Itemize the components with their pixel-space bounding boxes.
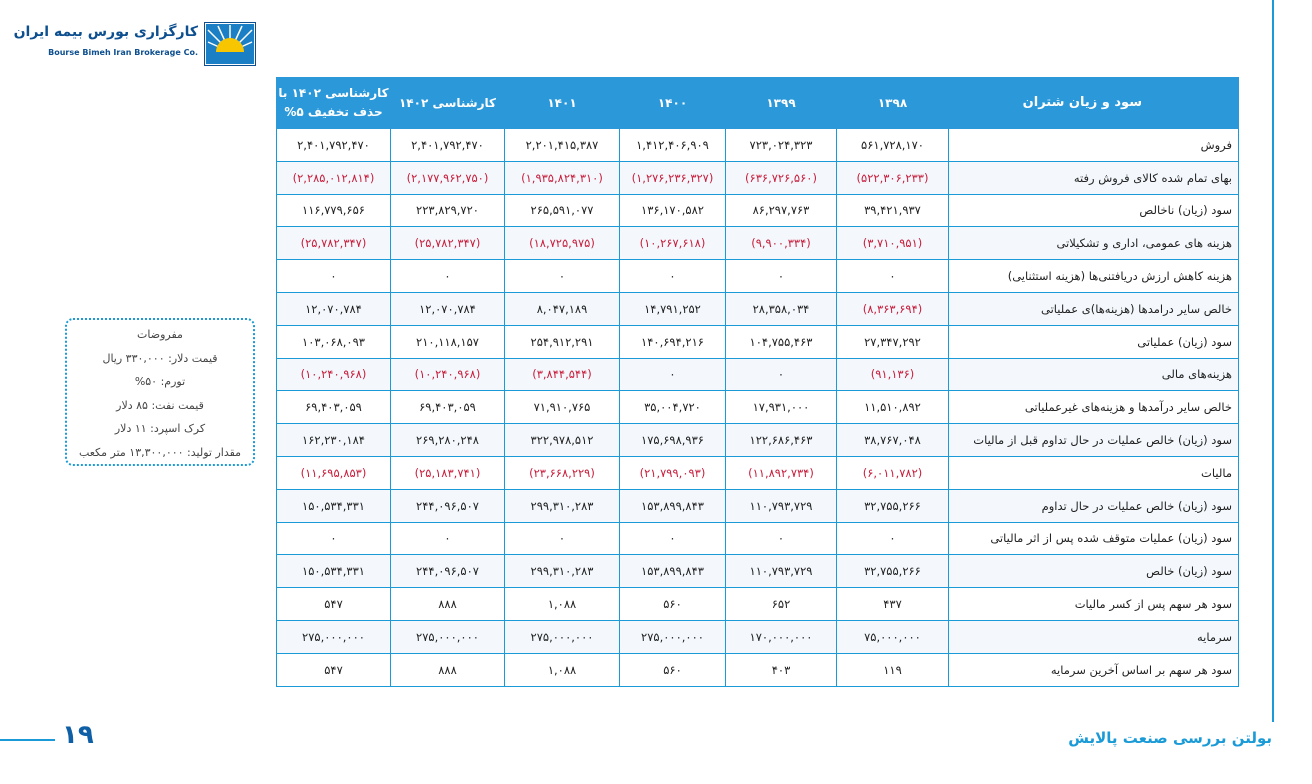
value-cell: ۰ — [277, 522, 391, 555]
table-row — [277, 456, 1239, 489]
brand-logo — [13, 22, 256, 66]
value-cell: ۲۶۹,۲۸۰,۲۴۸ — [391, 424, 505, 457]
row-label: سرمایه — [949, 620, 1239, 653]
header-label: سود و زیان شتران — [949, 78, 1239, 129]
header-estimate-line1: کارشناسی ۱۴۰۲ با — [278, 86, 389, 101]
assumptions-title: مفروضات — [137, 328, 183, 341]
value-cell: ۶۵۲ — [726, 588, 837, 621]
value-cell: ۲۸,۳۵۸,۰۳۴ — [726, 292, 837, 325]
value-cell: ۰ — [726, 358, 837, 391]
table-row — [277, 194, 1239, 227]
value-cell: ۱۲۲,۶۸۶,۴۶۳ — [726, 424, 837, 457]
value-cell: ۴۳۷ — [837, 588, 949, 621]
page-number: ۱۹ — [62, 720, 94, 750]
value-cell: ۸۸۸ — [391, 653, 505, 686]
table-row — [277, 227, 1239, 260]
value-cell: ۰ — [620, 358, 726, 391]
value-cell: ۳۸,۷۶۷,۰۴۸ — [837, 424, 949, 457]
value-cell: ۲۷۵,۰۰۰,۰۰۰ — [505, 620, 620, 653]
row-label: سود (زیان) عملیاتی — [949, 325, 1239, 358]
value-cell: ۰ — [391, 260, 505, 293]
value-cell: ۱۷,۹۳۱,۰۰۰ — [726, 391, 837, 424]
value-cell: (۵۲۲,۳۰۶,۲۳۳) — [837, 161, 949, 194]
value-cell: ۲۱۰,۱۱۸,۱۵۷ — [391, 325, 505, 358]
table-row — [277, 161, 1239, 194]
row-label: سود (زیان) خالص — [949, 555, 1239, 588]
value-cell: ۰ — [505, 260, 620, 293]
value-cell: ۰ — [726, 260, 837, 293]
table-row — [277, 358, 1239, 391]
value-cell: (۱,۲۷۶,۲۳۶,۳۲۷) — [620, 161, 726, 194]
value-cell: (۶,۰۱۱,۷۸۲) — [837, 456, 949, 489]
value-cell: (۸,۳۶۳,۶۹۴) — [837, 292, 949, 325]
value-cell: ۵۴۷ — [277, 588, 391, 621]
value-cell: ۲,۴۰۱,۷۹۲,۴۷۰ — [277, 129, 391, 162]
row-label: هزینه کاهش ارزش دریافتنی‌ها (هزینه استثنایی) — [949, 260, 1239, 293]
value-cell: (۱۱,۶۹۵,۸۵۳) — [277, 456, 391, 489]
value-cell: ۱۷۰,۰۰۰,۰۰۰ — [726, 620, 837, 653]
value-cell: ۰ — [837, 522, 949, 555]
value-cell: ۱۴,۷۹۱,۲۵۲ — [620, 292, 726, 325]
value-cell: ۰ — [837, 260, 949, 293]
value-cell: ۳۵,۰۰۴,۷۲۰ — [620, 391, 726, 424]
value-cell: ۱,۴۱۲,۴۰۶,۹۰۹ — [620, 129, 726, 162]
row-label: فروش — [949, 129, 1239, 162]
value-cell: (۳,۷۱۰,۹۵۱) — [837, 227, 949, 260]
row-label: سود (زیان) ناخالص — [949, 194, 1239, 227]
assumption-dollar: قیمت دلار: ۳۳۰,۰۰۰ ریال — [102, 351, 218, 365]
header-1399: ۱۳۹۹ — [726, 78, 837, 129]
value-cell: (۶۳۶,۷۲۶,۵۶۰) — [726, 161, 837, 194]
value-cell: (۳,۸۴۴,۵۴۴) — [505, 358, 620, 391]
value-cell: ۲۲۳,۸۲۹,۷۲۰ — [391, 194, 505, 227]
row-label: سود (زیان) خالص عملیات در حال تداوم — [949, 489, 1239, 522]
value-cell: ۱۶۲,۲۳۰,۱۸۴ — [277, 424, 391, 457]
value-cell: ۰ — [620, 260, 726, 293]
assumption-production: مقدار تولید: ۱۳,۳۰۰,۰۰۰ متر مکعب — [78, 445, 242, 459]
value-cell: ۳۲۲,۹۷۸,۵۱۲ — [505, 424, 620, 457]
value-cell: (۱۰,۲۴۰,۹۶۸) — [277, 358, 391, 391]
value-cell: ۱۱۹ — [837, 653, 949, 686]
value-cell: (۲۵,۷۸۲,۳۴۷) — [277, 227, 391, 260]
value-cell: (۲,۱۷۷,۹۶۲,۷۵۰) — [391, 161, 505, 194]
value-cell: ۱۷۵,۶۹۸,۹۳۶ — [620, 424, 726, 457]
value-cell: ۵۶۰ — [620, 588, 726, 621]
value-cell: (۱۸,۷۲۵,۹۷۵) — [505, 227, 620, 260]
page-edge-rule — [1272, 0, 1274, 722]
value-cell: ۱۲,۰۷۰,۷۸۴ — [277, 292, 391, 325]
value-cell: ۸۶,۲۹۷,۷۶۳ — [726, 194, 837, 227]
value-cell: ۷۵,۰۰۰,۰۰۰ — [837, 620, 949, 653]
row-label: هزینه‌های مالی — [949, 358, 1239, 391]
header-estimate-1402-no-discount — [277, 78, 391, 129]
value-cell: ۲۶۵,۵۹۱,۰۷۷ — [505, 194, 620, 227]
value-cell: ۱,۰۸۸ — [505, 653, 620, 686]
table-row — [277, 653, 1239, 686]
value-cell: ۵۴۷ — [277, 653, 391, 686]
value-cell: ۱۴۰,۶۹۴,۲۱۶ — [620, 325, 726, 358]
assumption-inflation: تورم: ۵۰% — [134, 375, 186, 388]
value-cell: ۵۶۱,۷۲۸,۱۷۰ — [837, 129, 949, 162]
value-cell: ۰ — [726, 522, 837, 555]
table-row — [277, 424, 1239, 457]
value-cell: ۱۰۴,۷۵۵,۴۶۳ — [726, 325, 837, 358]
value-cell: ۰ — [391, 522, 505, 555]
row-label: خالص سایر درامدها (هزینه‌ها)ی عملیاتی — [949, 292, 1239, 325]
value-cell: ۲,۲۰۱,۴۱۵,۳۸۷ — [505, 129, 620, 162]
brand-sunrise-icon — [204, 22, 256, 66]
value-cell: ۷۲۳,۰۲۴,۳۲۳ — [726, 129, 837, 162]
value-cell: ۲۹۹,۳۱۰,۲۸۳ — [505, 555, 620, 588]
value-cell: ۴۰۳ — [726, 653, 837, 686]
row-label: هزینه های عمومی، اداری و تشکیلاتی — [949, 227, 1239, 260]
value-cell: ۳۲,۷۵۵,۲۶۶ — [837, 489, 949, 522]
value-cell: (۹,۹۰۰,۳۳۴) — [726, 227, 837, 260]
value-cell: (۲۵,۷۸۲,۳۴۷) — [391, 227, 505, 260]
header-1398: ۱۳۹۸ — [837, 78, 949, 129]
value-cell: (۱,۹۳۵,۸۲۴,۳۱۰) — [505, 161, 620, 194]
footer-rule — [0, 739, 55, 741]
value-cell: ۶۹,۴۰۳,۰۵۹ — [391, 391, 505, 424]
value-cell: ۲۷۵,۰۰۰,۰۰۰ — [391, 620, 505, 653]
table-body — [277, 129, 1239, 687]
value-cell: ۳۹,۴۲۱,۹۳۷ — [837, 194, 949, 227]
value-cell: ۳۲,۷۵۵,۲۶۶ — [837, 555, 949, 588]
row-label: سود هر سهم پس از کسر مالیات — [949, 588, 1239, 621]
value-cell: ۱۰۳,۰۶۸,۰۹۳ — [277, 325, 391, 358]
table-row — [277, 489, 1239, 522]
header-1401: ۱۴۰۱ — [505, 78, 620, 129]
value-cell: ۶۹,۴۰۳,۰۵۹ — [277, 391, 391, 424]
header-1400: ۱۴۰۰ — [620, 78, 726, 129]
value-cell: ۵۶۰ — [620, 653, 726, 686]
value-cell: ۱۵۰,۵۳۴,۳۳۱ — [277, 489, 391, 522]
value-cell: ۱,۰۸۸ — [505, 588, 620, 621]
table-row — [277, 555, 1239, 588]
value-cell: ۸,۰۴۷,۱۸۹ — [505, 292, 620, 325]
assumption-oil-price: قیمت نفت: ۸۵ دلار — [116, 398, 204, 412]
value-cell: ۰ — [505, 522, 620, 555]
value-cell: ۱۱۶,۷۷۹,۶۵۶ — [277, 194, 391, 227]
value-cell: ۷۱,۹۱۰,۷۶۵ — [505, 391, 620, 424]
table-row — [277, 391, 1239, 424]
value-cell: (۲۱,۷۹۹,۰۹۳) — [620, 456, 726, 489]
value-cell: ۲۷۵,۰۰۰,۰۰۰ — [620, 620, 726, 653]
value-cell: (۱۰,۲۴۰,۹۶۸) — [391, 358, 505, 391]
table-row — [277, 325, 1239, 358]
value-cell: ۱۵۳,۸۹۹,۸۴۳ — [620, 555, 726, 588]
row-label: سود (زیان) عملیات متوقف شده پس از اثر مالیاتی — [949, 522, 1239, 555]
row-label: مالیات — [949, 456, 1239, 489]
value-cell: ۲,۴۰۱,۷۹۲,۴۷۰ — [391, 129, 505, 162]
value-cell: ۲۷۵,۰۰۰,۰۰۰ — [277, 620, 391, 653]
table-row — [277, 292, 1239, 325]
value-cell: ۱۵۰,۵۳۴,۳۳۱ — [277, 555, 391, 588]
value-cell: ۲۵۴,۹۱۲,۲۹۱ — [505, 325, 620, 358]
value-cell: ۲۷,۳۴۷,۲۹۲ — [837, 325, 949, 358]
value-cell: ۲۴۴,۰۹۶,۵۰۷ — [391, 489, 505, 522]
table-row — [277, 260, 1239, 293]
value-cell: (۹۱,۱۳۶) — [837, 358, 949, 391]
value-cell: ۱۳۶,۱۷۰,۵۸۲ — [620, 194, 726, 227]
row-label: بهای تمام شده کالای فروش رفته — [949, 161, 1239, 194]
value-cell: (۱۰,۲۶۷,۶۱۸) — [620, 227, 726, 260]
table-row — [277, 129, 1239, 162]
value-cell: (۲۳,۶۶۸,۲۲۹) — [505, 456, 620, 489]
header-estimate-1402: کارشناسی ۱۴۰۲ — [391, 78, 505, 129]
table-header-row — [277, 78, 1239, 129]
value-cell: ۱۱۰,۷۹۳,۷۲۹ — [726, 489, 837, 522]
row-label: سود (زیان) خالص عملیات در حال تداوم قبل از مالیات — [949, 424, 1239, 457]
value-cell: ۱۲,۰۷۰,۷۸۴ — [391, 292, 505, 325]
table-row — [277, 588, 1239, 621]
value-cell: ۲۹۹,۳۱۰,۲۸۳ — [505, 489, 620, 522]
value-cell: ۱۵۳,۸۹۹,۸۴۳ — [620, 489, 726, 522]
table-row — [277, 522, 1239, 555]
value-cell: ۱۱۰,۷۹۳,۷۲۹ — [726, 555, 837, 588]
row-label: سود هر سهم بر اساس آخرین سرمایه — [949, 653, 1239, 686]
header-estimate-line2: حذف تخفیف ۵% — [284, 105, 383, 119]
brand-name-fa: کارگزاری بورس بیمه ایران — [13, 24, 198, 40]
value-cell: ۰ — [277, 260, 391, 293]
value-cell: ۱۱,۵۱۰,۸۹۲ — [837, 391, 949, 424]
value-cell: ۲۴۴,۰۹۶,۵۰۷ — [391, 555, 505, 588]
value-cell: (۱۱,۸۹۲,۷۳۴) — [726, 456, 837, 489]
value-cell: ۸۸۸ — [391, 588, 505, 621]
value-cell: ۰ — [620, 522, 726, 555]
row-label: خالص سایر درآمدها و هزینه‌های غیرعملیاتی — [949, 391, 1239, 424]
brand-name-en: Bourse Bimeh Iran Brokerage Co. — [48, 48, 198, 57]
assumption-crack-spread: کرک اسپرد: ۱۱ دلار — [114, 422, 206, 435]
assumptions-box — [65, 318, 255, 466]
table-row — [277, 620, 1239, 653]
value-cell: (۲۵,۱۸۳,۷۴۱) — [391, 456, 505, 489]
value-cell: (۲,۲۸۵,۰۱۲,۸۱۴) — [277, 161, 391, 194]
income-statement-table — [276, 77, 1239, 687]
footer-title: بولتن بررسی صنعت پالایش — [1068, 729, 1272, 747]
